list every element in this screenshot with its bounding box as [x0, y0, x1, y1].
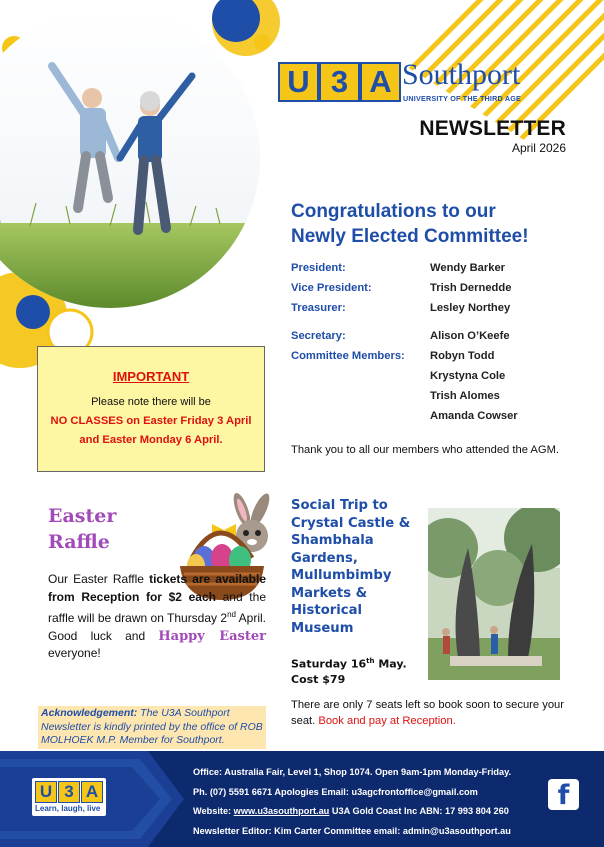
committee-heading-line: Congratulations to our — [291, 201, 496, 222]
raffle-text-bold: tickets are available from Reception for $2 each — [48, 572, 266, 604]
trip-date — [291, 654, 407, 687]
important-title: IMPORTANT — [112, 369, 190, 384]
important-notice — [37, 346, 265, 472]
raffle-text-part: April. Good luck and — [48, 611, 266, 643]
committee-role: President: — [291, 262, 346, 274]
facebook-icon[interactable] — [548, 779, 579, 810]
trip-date-text: May. — [374, 657, 407, 671]
committee-name: Amanda Cowser — [430, 410, 518, 422]
trip-note-text: There are only 7 seats left so book soon to secure your seat. — [291, 699, 565, 727]
committee-name: Robyn Todd — [430, 350, 495, 362]
raffle-text — [48, 571, 266, 663]
trip-cost: Cost $79 — [291, 672, 346, 686]
newsletter-date: April 2026 — [511, 141, 566, 155]
committee-name: Krystyna Cole — [430, 370, 506, 382]
committee-name: Wendy Barker — [430, 262, 506, 274]
facebook-letter: f — [557, 780, 570, 811]
agm-thanks: Thank you to all our members who attended the AGM. — [291, 444, 560, 456]
trip-title: Social Trip to Crystal Castle & Shambhala Gardens, Mullumbimby Markets & Historical Museum — [291, 498, 411, 636]
acknowledgement — [38, 706, 266, 749]
acknowledgement-text: The U3A Southport Newsletter is kindly printed by the office of — [41, 707, 241, 733]
trip-booking-text: Book and pay at Reception. — [318, 715, 456, 727]
footer-abn: U3A Gold Coast Inc ABN: 17 993 804 260 — [329, 806, 509, 816]
footer-logo — [32, 778, 106, 816]
acknowledgement-label: Acknowledgement: — [41, 707, 138, 719]
logo-letter: U — [278, 62, 319, 102]
footer-contact: Ph. (07) 5591 6671 Apologies Email: u3agcfrontoffice@gmail.com — [193, 787, 478, 797]
committee-heading-line: Newly Elected Committee! — [291, 226, 529, 247]
important-line: Please note there will be — [91, 396, 211, 408]
committee-name: Trish Alomes — [430, 390, 500, 402]
raffle-title-line: Easter — [48, 505, 117, 527]
raffle-text-part: everyone! — [48, 646, 101, 660]
footer-logo-letter: U — [35, 781, 57, 803]
raffle-text-part: and the raffle will be drawn on Thursday 2 — [48, 589, 266, 625]
newsletter-title: NEWSLETTER — [419, 117, 566, 140]
trip-note — [291, 697, 581, 729]
happy-easter: Happy Easter — [158, 628, 266, 644]
raffle-title-line: Raffle — [48, 531, 110, 553]
website-link[interactable]: www.u3asouthport.au — [233, 806, 330, 816]
logo-letter: 3 — [319, 62, 360, 102]
logo-letter: A — [360, 62, 401, 102]
raffle-title — [48, 503, 116, 555]
committee-name: Lesley Northey — [430, 302, 511, 314]
footer-tagline: Learn, laugh, live — [35, 804, 101, 813]
raffle-text-part: Our Easter Raffle — [48, 572, 150, 586]
logo-subtitle: UNIVERSITY OF THE THIRD AGE — [403, 94, 522, 103]
trip-date-sup: th — [366, 657, 375, 665]
committee-role: Secretary: — [291, 330, 346, 342]
footer-office: Office: Australia Fair, Level 1, Shop 1074. Open 9am-1pm Monday-Friday. — [193, 767, 512, 777]
footer-logo-letter: 3 — [58, 781, 80, 803]
committee-role: Treasurer: — [291, 302, 346, 314]
committee-heading — [291, 199, 591, 249]
important-line: NO CLASSES on Easter Friday 3 April — [50, 415, 252, 427]
important-line: and Easter Monday 6 April. — [79, 434, 223, 446]
footer-website-label: Website: — [193, 806, 234, 816]
footer-website-line — [193, 806, 509, 816]
committee-role: Committee Members: — [291, 350, 405, 362]
footer-editor: Newsletter Editor: Kim Carter Committee email: admin@u3asouthport.au — [193, 826, 511, 836]
trip-date-text: Saturday 16 — [291, 657, 367, 671]
committee-name: Alison O’Keefe — [430, 330, 510, 342]
raffle-text-sup: nd — [227, 610, 236, 619]
committee-role: Vice President: — [291, 282, 372, 294]
footer-logo-letter: A — [81, 781, 103, 803]
logo-name: Southport — [402, 58, 521, 91]
committee-name: Trish Dernedde — [430, 282, 512, 294]
trip-photo — [428, 508, 560, 680]
u3a-logo — [278, 58, 568, 108]
acknowledgement-text: ROB MOLHOEK M.P. Member for Southport. — [41, 720, 263, 746]
